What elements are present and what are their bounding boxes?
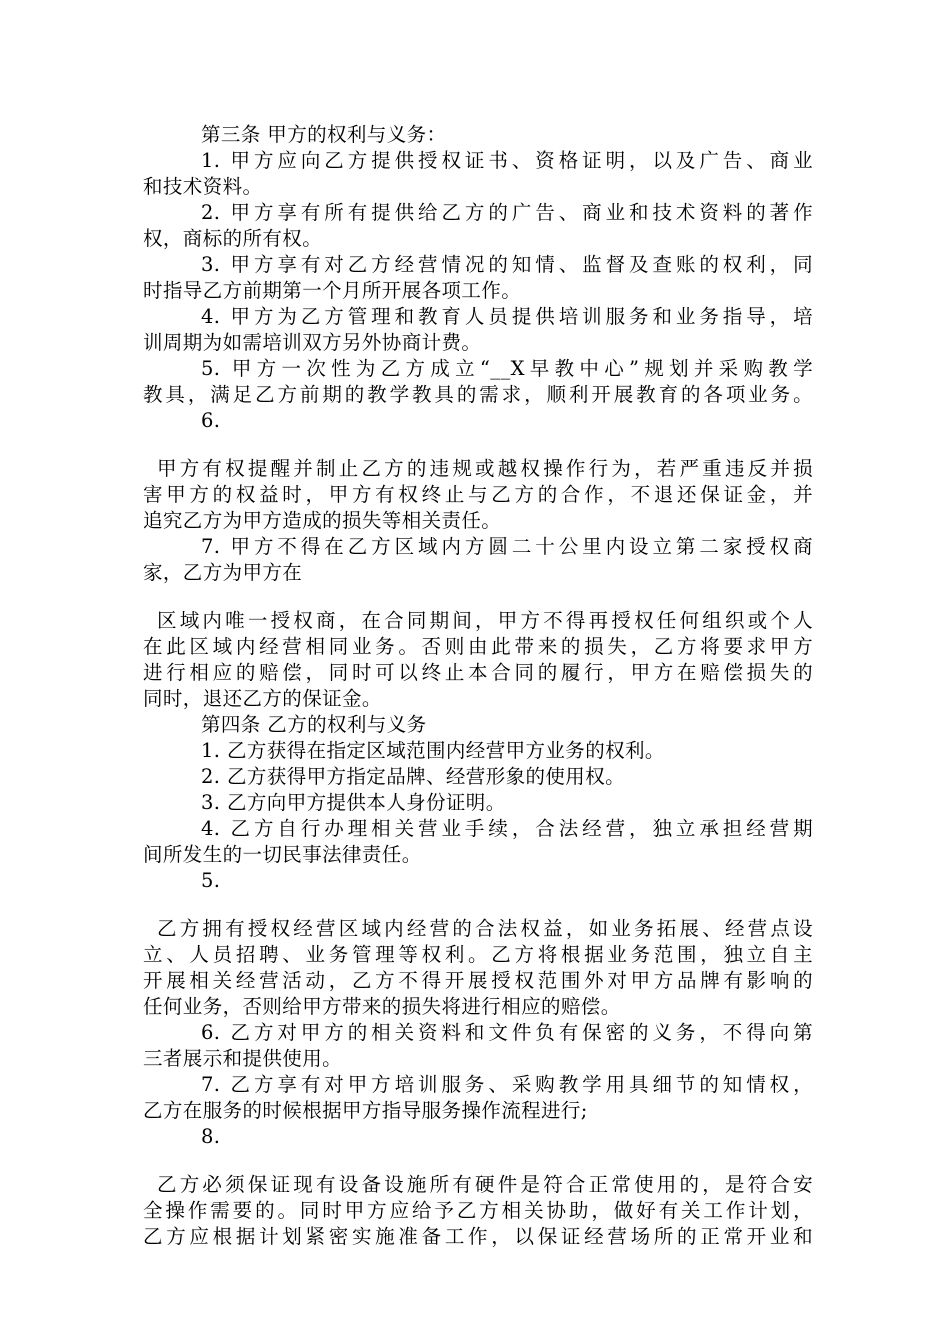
text-line: 3. 乙方向甲方提供本人身份证明。: [201, 791, 506, 814]
text-line: 三者展示和提供使用。: [143, 1047, 343, 1070]
text-line: 追究乙方为甲方造成的损失等相关责任。: [143, 509, 502, 532]
text-line: 立、人员招聘、业务管理等权利。乙方将根据业务范围，独立自主: [143, 943, 813, 966]
text-line: 4. 甲方为乙方管理和教育人员提供培训服务和业务指导，培: [201, 305, 813, 328]
text-line: 乙方应根据计划紧密实施准备工作，以保证经营场所的正常开业和: [143, 1225, 813, 1248]
text-line: 乙方必须保证现有设备设施所有硬件是符合正常使用的，是符合安: [157, 1173, 813, 1196]
text-line: 1. 乙方获得在指定区域范围内经营甲方业务的权利。: [201, 739, 665, 762]
text-line: 3. 甲方享有对乙方经营情况的知情、监督及查账的权利，同: [201, 253, 813, 276]
text-line: 教具，满足乙方前期的教学教具的需求，顺利开展教育的各项业务。: [143, 383, 813, 406]
text-line: 权，商标的所有权。: [143, 227, 323, 250]
text-line: 家，乙方为甲方在: [143, 561, 303, 584]
text-line: 和技术资料。: [143, 175, 263, 198]
text-line: 任何业务，否则给甲方带来的损失将进行相应的赔偿。: [143, 995, 621, 1018]
text-line: 开展相关经营活动，乙方不得开展授权范围外对甲方品牌有影响的: [143, 969, 813, 992]
text-line: 8.: [201, 1125, 221, 1148]
text-line: 2. 乙方获得甲方指定品牌、经营形象的使用权。: [201, 765, 626, 788]
text-line: 同时，退还乙方的保证金。: [143, 687, 382, 710]
text-line: 7. 甲方不得在乙方区域内方圆二十公里内设立第二家授权商: [201, 535, 813, 558]
text-line: 乙方拥有授权经营区域内经营的合法权益，如业务拓展、经营点设: [157, 917, 813, 940]
text-line: 5. 甲方一次性为乙方成立“__X早教中心”规划并采购教学: [201, 357, 813, 380]
text-line: 全操作需要的。同时甲方应给予乙方相关协助，做好有关工作计划，: [143, 1199, 813, 1222]
text-line: 5.: [201, 869, 221, 892]
text-line: 6.: [201, 409, 221, 432]
text-line: 间所发生的一切民事法律责任。: [143, 843, 422, 866]
text-line: 在此区域内经营相同业务。否则由此带来的损失，乙方将要求甲方: [143, 635, 813, 658]
text-line: 4. 乙方自行办理相关营业手续，合法经营，独立承担经营期: [201, 817, 813, 840]
section-heading: 第三条 甲方的权利与义务：: [201, 123, 447, 146]
text-line: 乙方在服务的时候根据甲方指导服务操作流程进行;: [143, 1099, 588, 1122]
text-line: 7. 乙方享有对甲方培训服务、采购教学用具细节的知情权，: [201, 1073, 813, 1096]
text-line: 1. 甲方应向乙方提供授权证书、资格证明，以及广告、商业: [201, 149, 813, 172]
text-line: 时指导乙方前期第一个月所开展各项工作。: [143, 279, 522, 302]
text-line: 害甲方的权益时，甲方有权终止与乙方的合作，不退还保证金，并: [143, 483, 813, 506]
text-line: 区域内唯一授权商，在合同期间，甲方不得再授权任何组织或个人: [157, 609, 813, 632]
section-heading: 第四条 乙方的权利与义务: [201, 713, 427, 736]
text-line: 甲方有权提醒并制止乙方的违规或越权操作行为，若严重违反并损: [157, 457, 813, 480]
text-line: 6. 乙方对甲方的相关资料和文件负有保密的义务，不得向第: [201, 1021, 813, 1044]
text-line: 进行相应的赔偿，同时可以终止本合同的履行，甲方在赔偿损失的: [143, 661, 813, 684]
text-line: 2. 甲方享有所有提供给乙方的广告、商业和技术资料的著作: [201, 201, 813, 224]
text-line: 训周期为如需培训双方另外协商计费。: [143, 331, 482, 354]
